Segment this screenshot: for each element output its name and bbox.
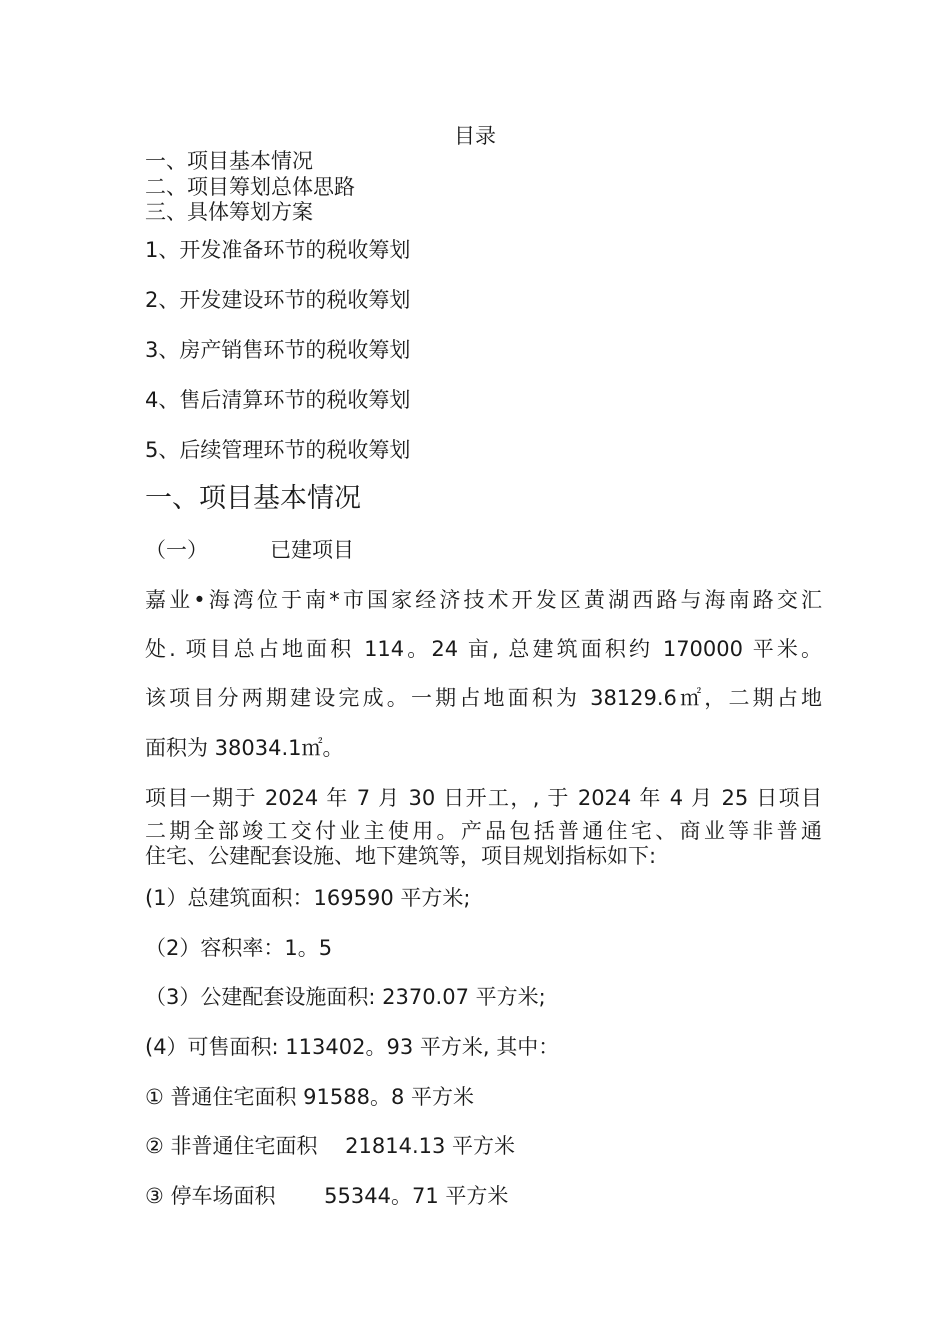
- spec-subitem: ② 非普通住宅面积 21814.13 平方米: [145, 1134, 516, 1158]
- paragraph-line: 处. 项目总占地面积 114。24 亩, 总建筑面积约 170000 平米。: [145, 637, 822, 661]
- section-heading: 一、项目基本情况: [145, 483, 361, 514]
- spec-subitem: ③ 停车场面积 55344。71 平方米: [145, 1184, 509, 1208]
- toc-subitem: 5、后续管理环节的税收筹划: [145, 438, 411, 462]
- spec-item: （2）容积率：1。5: [145, 936, 333, 960]
- subsection-heading: [145, 537, 822, 563]
- toc-item: 一、项目基本情况: [145, 149, 313, 173]
- toc-item: 三、具体筹划方案: [145, 200, 313, 224]
- paragraph-line: 嘉业•海湾位于南*市国家经济技术开发区黄湖西路与海南路交汇: [145, 588, 822, 612]
- spec-subitem: ① 普通住宅面积 91588。8 平方米: [145, 1085, 475, 1109]
- paragraph-line: 住宅、公建配套设施、地下建筑等，项目规划指标如下:: [145, 844, 657, 868]
- subsection-label: （一）: [145, 538, 208, 562]
- toc-item: 二、项目筹划总体思路: [145, 175, 355, 199]
- spec-item: (4）可售面积: 113402。93 平方米, 其中：: [145, 1035, 560, 1059]
- toc-subitem: 1、开发准备环节的税收筹划: [145, 238, 411, 262]
- paragraph-line: 项目一期于 2024 年 7 月 30 日开工，, 于 2024 年 4 月 25 日项目: [145, 786, 822, 810]
- toc-subitem: 2、开发建设环节的税收筹划: [145, 288, 411, 312]
- toc-subitem: 4、售后清算环节的税收筹划: [145, 388, 411, 412]
- spec-item: (1）总建筑面积：169590 平方米;: [145, 886, 471, 910]
- paragraph-line: 该项目分两期建设完成。一期占地面积为 38129.6㎡，二期占地: [145, 686, 822, 710]
- paragraph-line: 面积为 38034.1㎡。: [145, 736, 344, 760]
- spec-item: （3）公建配套设施面积: 2370.07 平方米;: [145, 985, 546, 1009]
- toc-subitem: 3、房产销售环节的税收筹划: [145, 338, 411, 362]
- toc-title: 目录: [454, 124, 496, 148]
- paragraph-line: 二期全部竣工交付业主使用。产品包括普通住宅、商业等非普通: [145, 819, 822, 843]
- subsection-title: 已建项目: [270, 538, 354, 562]
